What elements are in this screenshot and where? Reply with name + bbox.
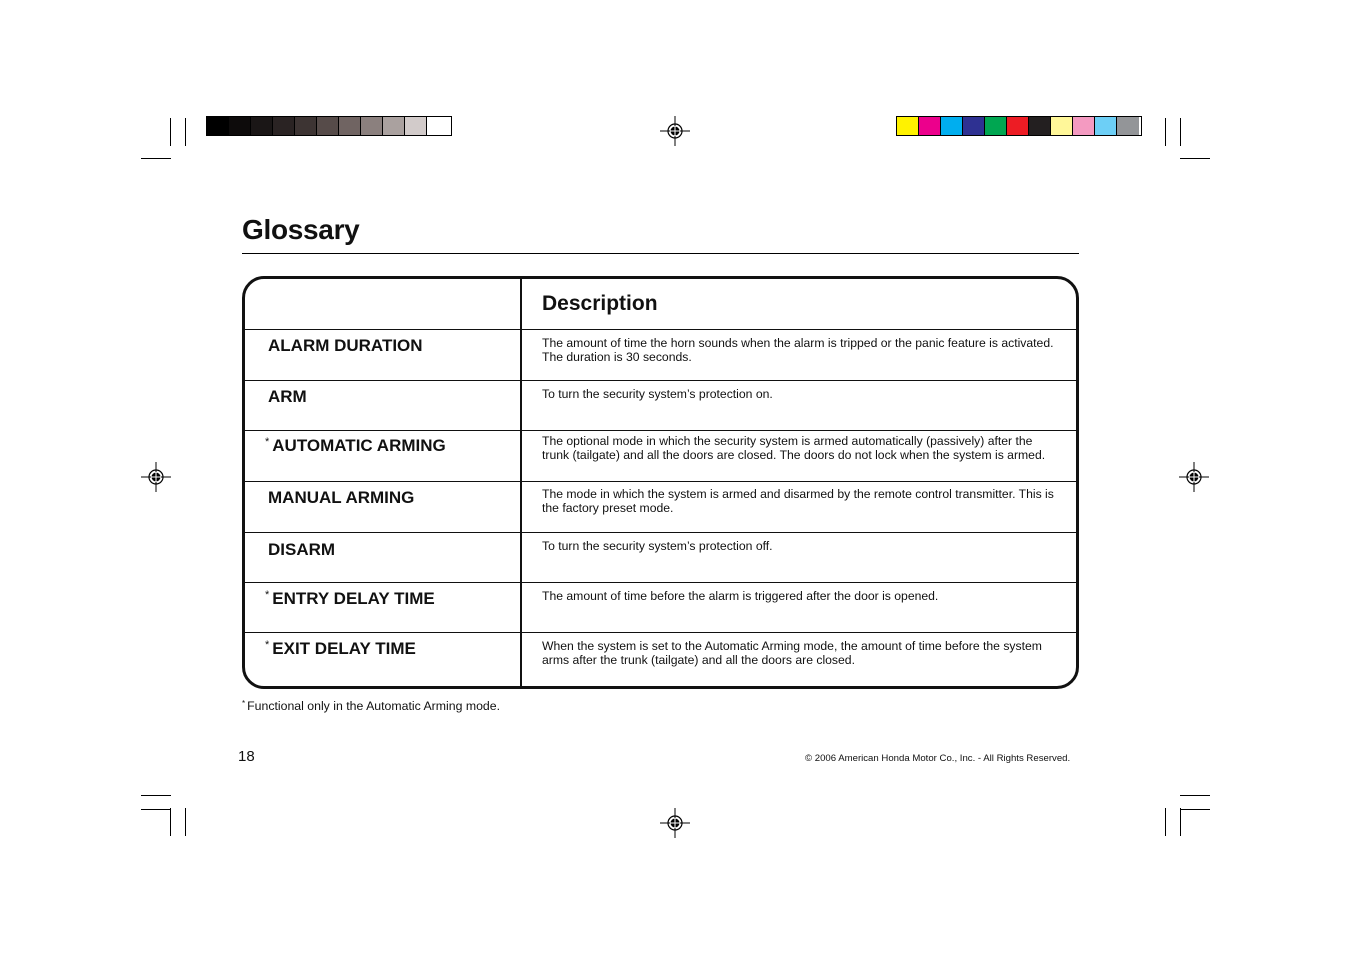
color-swatch [1095,117,1117,135]
glossary-term: * EXIT DELAY TIME [265,639,416,658]
glossary-description: When the system is set to the Automatic Arming mode, the amount of time before the system arms after the trunk (tailgate) and all the doors are closed. [542,639,1042,667]
table-row [245,632,1076,689]
glossary-description: The amount of time before the alarm is triggered after the door is opened. [542,589,939,603]
table-row [245,481,1076,533]
registration-target-icon [141,462,171,492]
crop-mark [170,808,171,836]
color-swatch [919,117,941,135]
crop-mark [1180,809,1210,810]
grayscale-calibration-bar [206,116,452,136]
glossary-description: To turn the security system’s protection on. [542,387,773,401]
glossary-term: ALARM DURATION [268,336,423,355]
color-swatch [1073,117,1095,135]
crop-mark [1165,808,1166,836]
glossary-term: DISARM [268,540,336,559]
crop-mark [141,795,171,796]
color-swatch [963,117,985,135]
color-swatch [1029,117,1051,135]
table-row [245,380,1076,431]
gray-swatch [317,117,339,135]
table-row [245,329,1076,381]
crop-mark [1180,118,1181,146]
gray-swatch [427,117,449,135]
gray-swatch [251,117,273,135]
color-swatch [941,117,963,135]
crop-mark [170,118,171,146]
registration-target-icon [1179,462,1209,492]
gray-swatch [207,117,229,135]
crop-mark [185,118,186,146]
gray-swatch [339,117,361,135]
gray-swatch [405,117,427,135]
color-swatch [1117,117,1139,135]
registration-target-icon [660,808,690,838]
glossary-description: The amount of time the horn sounds when the alarm is tripped or the panic feature is activated. The duration is 30 seconds. [542,336,1054,364]
crop-mark [1180,795,1210,796]
footnote: * Functional only in the Automatic Arming mode. [242,699,501,713]
glossary-term: MANUAL ARMING [268,488,415,507]
description-column-header: Description [542,292,658,315]
glossary-table [242,276,1079,689]
table-row [245,532,1076,583]
gray-swatch [229,117,251,135]
glossary-description: The mode in which the system is armed and disarmed by the remote control transmitter. This is the factory preset mode. [542,487,1054,515]
glossary-term: ARM [268,387,307,406]
gray-swatch [273,117,295,135]
page-number: 18 [238,748,255,765]
table-header-row [245,279,1076,329]
color-swatch [1051,117,1073,135]
glossary-term: * AUTOMATIC ARMING [265,436,446,455]
crop-mark [1180,158,1210,159]
page-title: Glossary [242,214,360,245]
glossary-description: The optional mode in which the security system is armed automatically (passively) after the trunk (tailgate) and all the doors are closed. The doors do not lock when the system is armed. [542,434,1046,462]
crop-mark [1165,118,1166,146]
crop-mark [1180,808,1181,836]
crop-mark [141,809,171,810]
glossary-description: To turn the security system’s protection off. [542,539,773,553]
table-row [245,430,1076,482]
crop-mark [141,158,171,159]
color-swatch [897,117,919,135]
gray-swatch [383,117,405,135]
crop-mark [185,808,186,836]
registration-target-icon [660,116,690,146]
color-swatch [985,117,1007,135]
title-underline [242,253,1079,254]
color-swatch [1007,117,1029,135]
glossary-term: * ENTRY DELAY TIME [265,589,435,608]
color-calibration-bar [896,116,1142,136]
gray-swatch [361,117,383,135]
copyright-notice: © 2006 American Honda Motor Co., Inc. - All Rights Reserved. [805,753,1071,764]
gray-swatch [295,117,317,135]
table-row [245,582,1076,633]
